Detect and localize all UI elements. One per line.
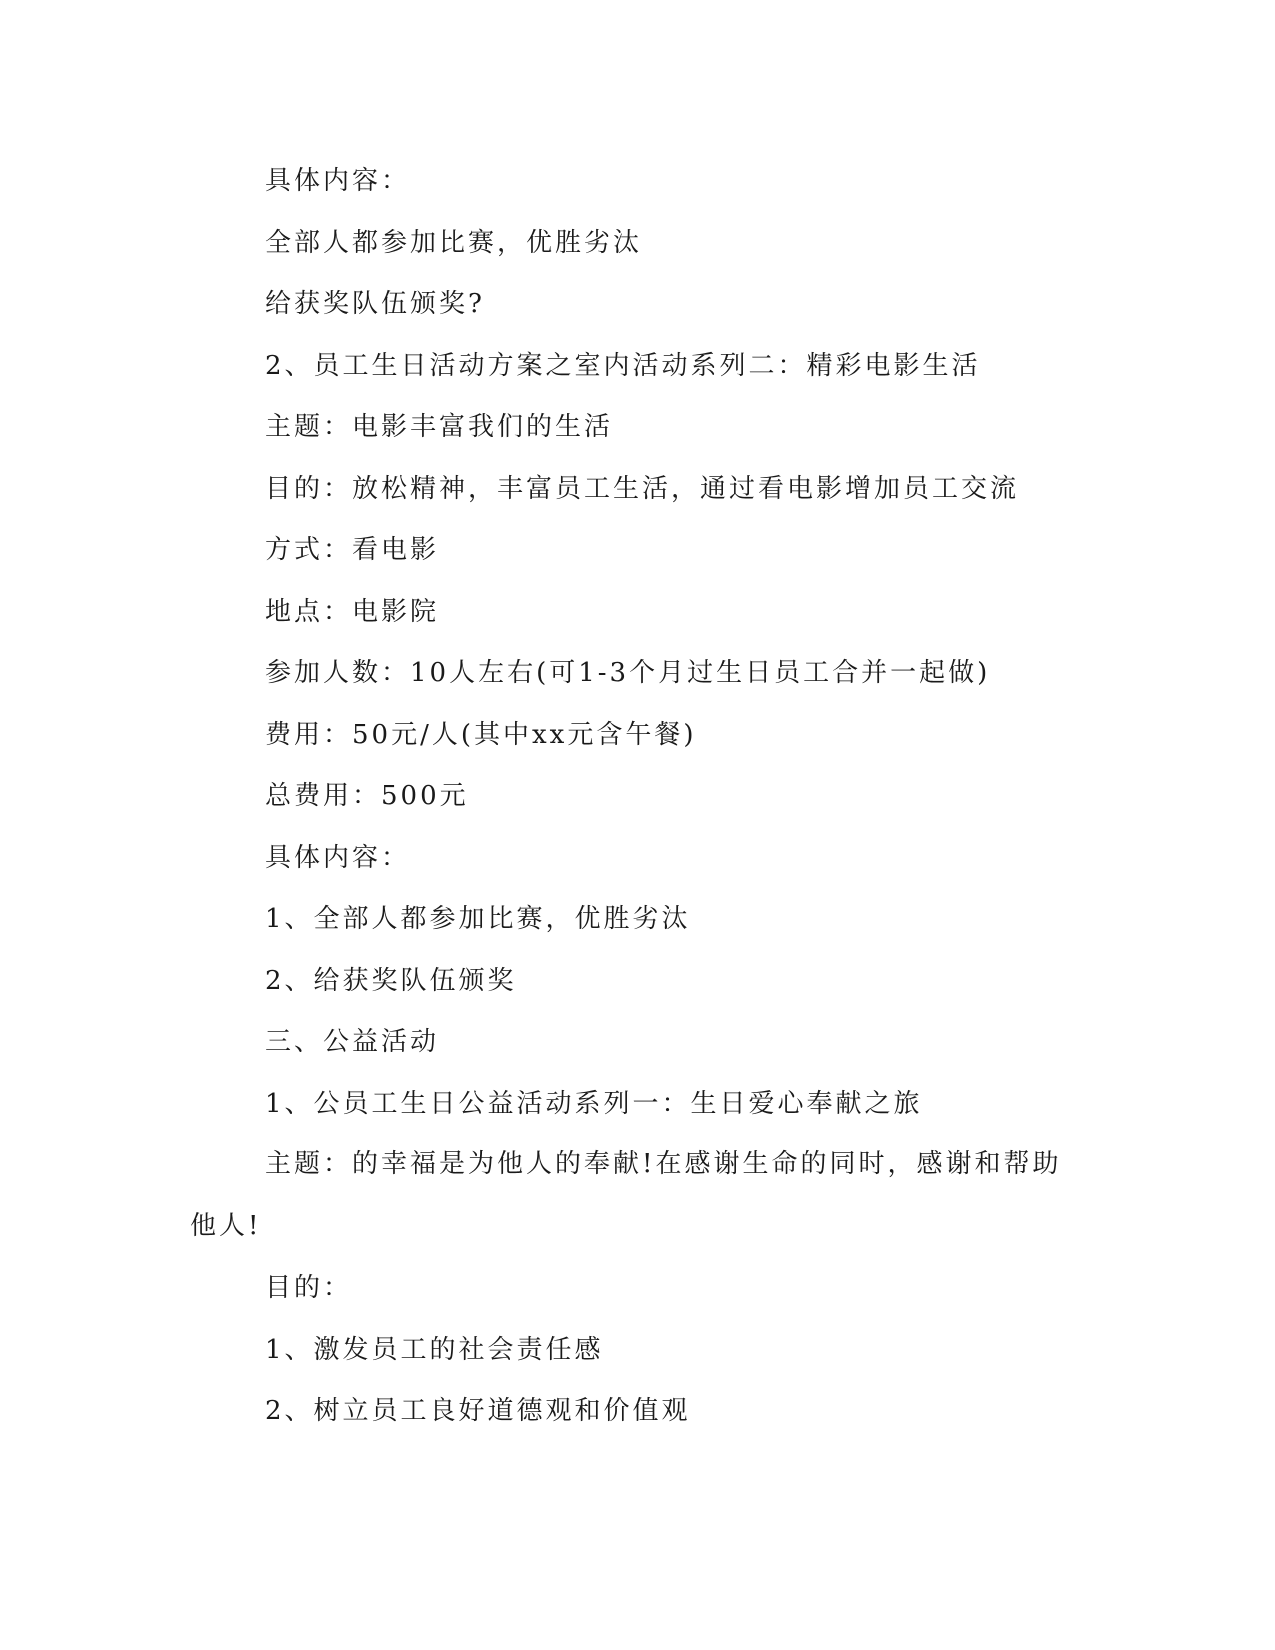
paragraph: 总费用：500元 — [265, 781, 469, 811]
paragraph: 主题：电影丰富我们的生活 — [265, 412, 614, 442]
document-body — [190, 162, 1070, 1454]
paragraph: 费用：50元/人(其中xx元含午餐) — [265, 719, 697, 750]
list-item: 2、给获奖队伍颁奖 — [265, 965, 517, 996]
paragraph: 具体内容： — [265, 842, 411, 873]
section-heading: 1、公员工生日公益活动系列一：生日爱心奉献之旅 — [265, 1088, 923, 1119]
paragraph: 地点：电影院 — [265, 596, 440, 627]
paragraph: 给获奖队伍颁奖? — [265, 289, 485, 319]
list-item: 1、全部人都参加比赛，优胜劣汰 — [265, 904, 691, 934]
paragraph: 方式：看电影 — [265, 535, 440, 565]
paragraph: 目的：放松精神，丰富员工生活，通过看电影增加员工交流 — [265, 473, 1020, 504]
paragraph: 目的： — [265, 1273, 353, 1303]
paragraph: 主题：的幸福是为他人的奉献!在感谢生命的同时，感谢和帮助他人! — [190, 1149, 1062, 1241]
list-item: 2、树立员工良好道德观和价值观 — [265, 1396, 691, 1426]
paragraph: 全部人都参加比赛，优胜劣汰 — [265, 227, 643, 258]
section-heading: 2、员工生日活动方案之室内活动系列二：精彩电影生活 — [265, 350, 981, 381]
paragraph: 具体内容： — [265, 166, 411, 196]
list-item: 1、激发员工的社会责任感 — [265, 1334, 604, 1365]
section-heading: 三、公益活动 — [265, 1027, 440, 1057]
paragraph: 参加人数：10人左右(可1-3个月过生日员工合并一起做) — [265, 658, 991, 688]
